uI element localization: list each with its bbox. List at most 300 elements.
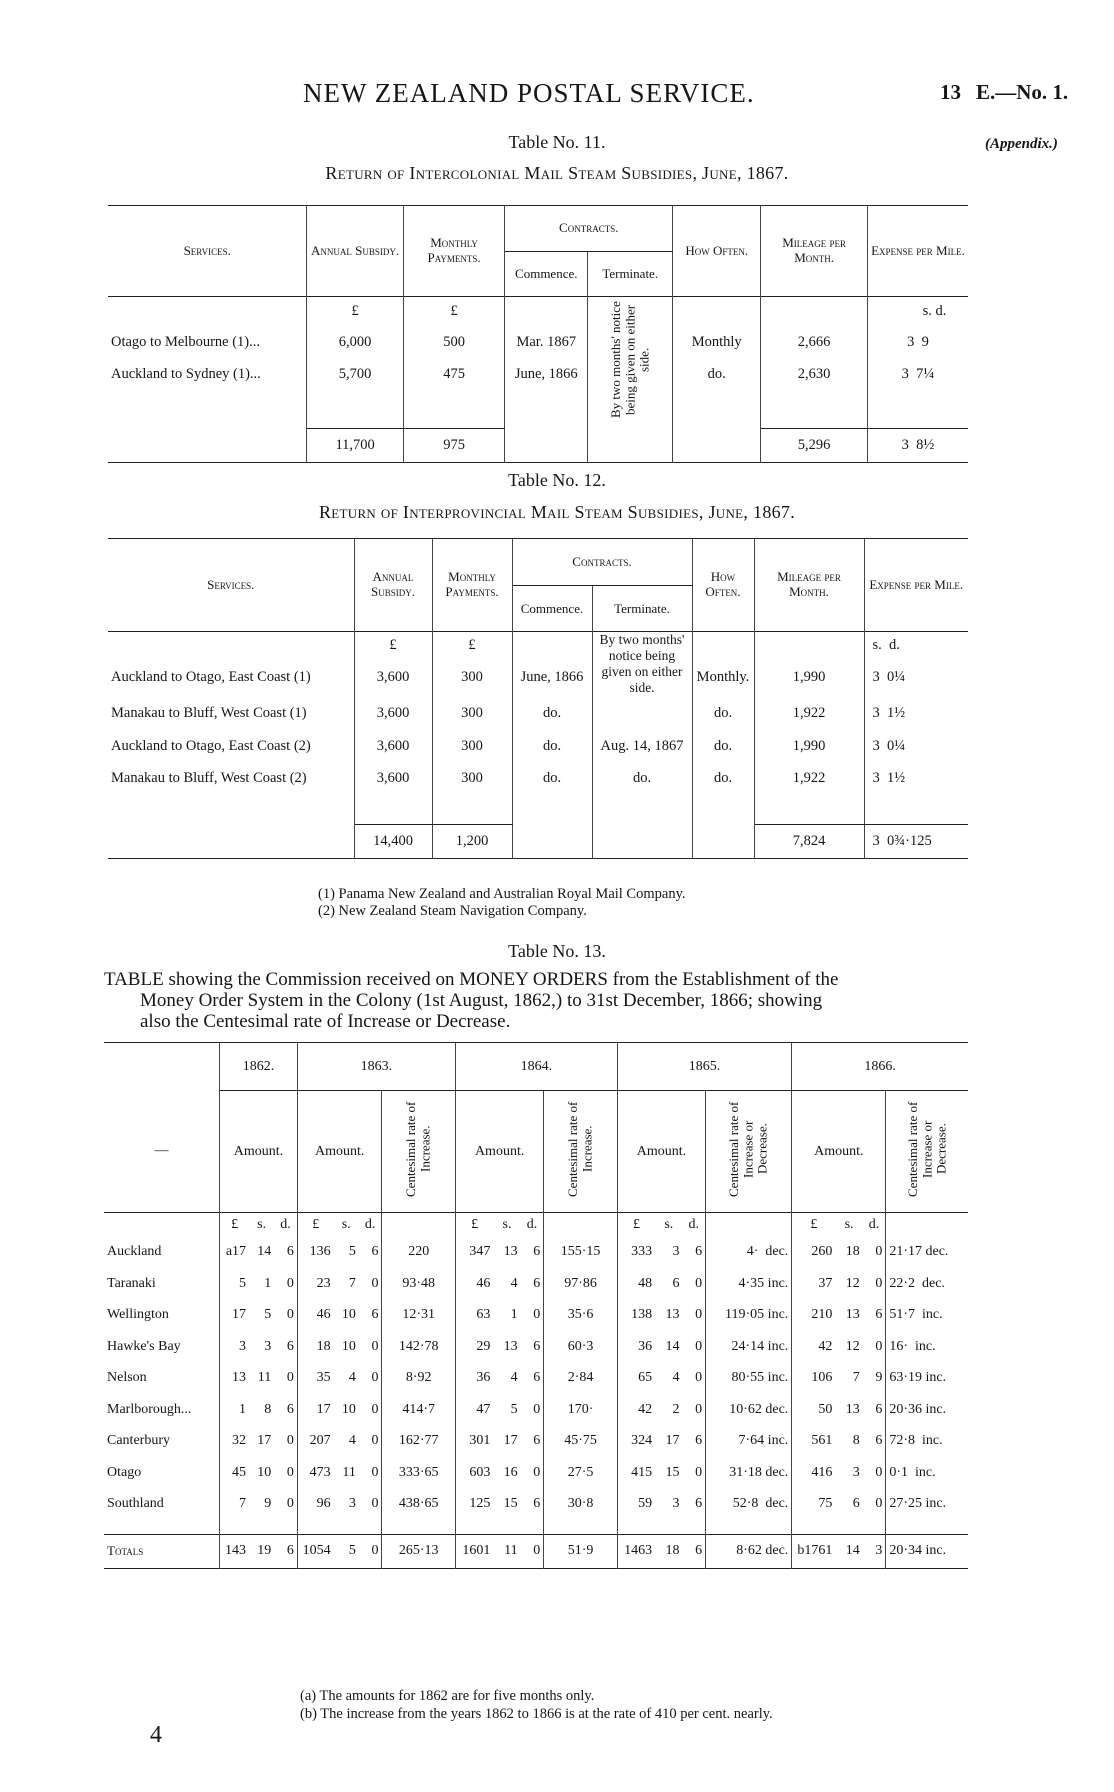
t13-cell: 473	[309, 1464, 331, 1480]
t13-cell: 19	[257, 1543, 272, 1558]
t13-cell: 0	[359, 1331, 382, 1363]
t12-total-monthly: 1,200	[432, 824, 512, 858]
t13-cell: 17	[665, 1433, 680, 1449]
t11-total-annual: 11,700	[307, 429, 403, 463]
t11-header-how-often: How Often.	[673, 206, 761, 297]
t13-cell: 10·62 dec.	[706, 1394, 792, 1426]
t13-cell: 106	[811, 1370, 833, 1386]
t13-cell: 17	[232, 1307, 247, 1323]
t13-cell: 0	[863, 1331, 886, 1363]
t13-cell: 27·5	[544, 1457, 618, 1489]
t13-cell: 6	[359, 1300, 382, 1332]
t13-cell: 18	[665, 1543, 680, 1558]
t13-lsd: s.	[664, 1216, 674, 1232]
t11-unit-pound: £	[307, 297, 403, 327]
t13-cell: 4	[348, 1370, 356, 1386]
t13-cell: 125	[469, 1496, 491, 1512]
t13-cell: 0·1 inc.	[889, 1464, 936, 1480]
t13-place: Marlborough...	[104, 1394, 220, 1426]
t13-cell: 0	[682, 1457, 705, 1489]
t13-cell: 6	[682, 1534, 705, 1568]
t13-cell: 0	[274, 1457, 297, 1489]
t13-cell: 97·86	[544, 1268, 618, 1300]
table11-title: Table No. 11.	[508, 132, 606, 152]
t13-cell: 3	[348, 1496, 356, 1512]
t13-cell: 27·25 inc.	[889, 1496, 947, 1512]
t11-often: Monthly	[673, 327, 761, 359]
t13-lsd: s.	[844, 1216, 854, 1232]
t13-lsd: s.	[502, 1216, 512, 1232]
t13-cell: 6	[274, 1394, 297, 1426]
t13-cell: 6	[521, 1237, 544, 1269]
t11-total-expense: 3 8½	[901, 437, 935, 453]
t12-service: Manakau to Bluff, West Coast (1)	[108, 696, 354, 730]
t11-unit-sd: s. d.	[922, 303, 947, 320]
t13-lsd: d.	[863, 1213, 886, 1237]
table13-desc-line: Money Order System in the Colony (1st August, 1862,) to 31st December, 1866; showing	[140, 990, 823, 1011]
table-row	[104, 1237, 968, 1269]
t13-cell: 0	[274, 1363, 297, 1395]
table-row	[108, 359, 968, 391]
t13-cell: 210	[811, 1307, 833, 1323]
t13-cell: 324	[631, 1433, 653, 1449]
t13-cell: 8·92	[382, 1363, 456, 1395]
document-reference: E.—No. 1.	[976, 80, 1069, 104]
t13-cell: 0	[274, 1489, 297, 1521]
table11	[108, 205, 968, 463]
t13-cell: 6	[852, 1496, 860, 1512]
t12-header-services: Services.	[108, 539, 354, 632]
t13-cell: 3	[264, 1338, 272, 1354]
t13-cell: b1761	[797, 1543, 833, 1558]
t13-lsd: £	[632, 1216, 640, 1232]
t13-cell: 0	[863, 1457, 886, 1489]
t11-service: Auckland to Sydney (1)...	[108, 359, 307, 391]
t13-cell: 5	[510, 1401, 518, 1417]
t13-lsd: d.	[359, 1213, 382, 1237]
t13-cell: 2·84	[544, 1363, 618, 1395]
t13-cell: 561	[811, 1433, 833, 1449]
t13-year-1865: 1865.	[617, 1043, 791, 1091]
t13-cell: 42	[818, 1338, 833, 1354]
t13-year-1862: 1862.	[220, 1043, 298, 1091]
table-row	[104, 1457, 968, 1489]
t13-cell: 0	[521, 1300, 544, 1332]
table11-totals-row	[108, 429, 968, 463]
t11-annual: 6,000	[307, 327, 403, 359]
page-footer-number: 4	[150, 1722, 162, 1748]
t12-monthly: 300	[432, 696, 512, 730]
t13-cell: 52·8 dec.	[706, 1489, 792, 1521]
t13-cell: 333·65	[382, 1457, 456, 1489]
t12-header-mileage: Mileage per Month.	[754, 539, 864, 632]
t13-cell: 4	[348, 1433, 356, 1449]
t11-total-mileage: 5,296	[761, 429, 868, 463]
t13-cell: 416	[811, 1464, 833, 1480]
t13-cell: 7	[239, 1496, 247, 1512]
t13-cell: 119·05 inc.	[706, 1300, 792, 1332]
t12-annual: 3,600	[354, 762, 432, 794]
t13-lsd: s.	[341, 1216, 351, 1232]
t11-expense: 3 9	[907, 334, 929, 350]
t11-header-contracts: Contracts.	[505, 206, 673, 252]
table11-caption: Return of Intercolonial Mail Steam Subsidies, June, 1867.	[325, 163, 789, 183]
t12-mileage: 1,922	[754, 696, 864, 730]
t13-cell: 0	[682, 1268, 705, 1300]
t13-cell: 5	[239, 1275, 247, 1291]
t13-place: Taranaki	[104, 1268, 220, 1300]
t13-cell: 438·65	[382, 1489, 456, 1521]
t11-expense: 3 7¼	[901, 366, 935, 382]
t13-cell: 0	[359, 1489, 382, 1521]
t13-cell: 6	[863, 1300, 886, 1332]
t13-lsd: d.	[274, 1213, 297, 1237]
appendix-label: (Appendix.)	[985, 136, 1058, 152]
t13-cell: 8	[264, 1401, 272, 1417]
t13-cell: 4	[510, 1370, 518, 1386]
t12-total-annual: 14,400	[354, 824, 432, 858]
t13-cell: 24·14 inc.	[706, 1331, 792, 1363]
t13-place: Hawke's Bay	[104, 1331, 220, 1363]
t11-header-monthly: Monthly Payments.	[403, 206, 505, 297]
t13-cell: 260	[811, 1244, 833, 1260]
t13-cell: 6	[672, 1275, 680, 1291]
t13-cell: 136	[309, 1244, 331, 1260]
t13-cell: 0	[274, 1268, 297, 1300]
t13-cell: 6	[359, 1237, 382, 1269]
t13-cell: 0	[274, 1426, 297, 1458]
t13-cell: 8·62 dec.	[706, 1534, 792, 1568]
t13-cell: 0	[521, 1457, 544, 1489]
t13-cell: 6	[521, 1268, 544, 1300]
t12-often: Monthly.	[692, 659, 754, 696]
t13-cell: 5	[264, 1307, 272, 1323]
t13-cell: 30·8	[544, 1489, 618, 1521]
t12-service: Manakau to Bluff, West Coast (2)	[108, 762, 354, 794]
t11-unit-pound2: £	[403, 297, 505, 327]
t13-place: Otago	[104, 1457, 220, 1489]
t13-cell: 16· inc.	[889, 1338, 936, 1354]
table-row	[104, 1426, 968, 1458]
t13-lsd: d.	[521, 1213, 544, 1237]
t13-cell: 6	[863, 1394, 886, 1426]
t12-header-annual: Annual Subsidy.	[354, 539, 432, 632]
t12-service: Auckland to Otago, East Coast (1)	[108, 659, 354, 696]
t12-often: do.	[692, 730, 754, 762]
t13-cell: 0	[359, 1394, 382, 1426]
t13-cell: 155·15	[544, 1237, 618, 1269]
t12-expense: 3 1½	[872, 704, 906, 721]
t13-cell: 7·64 inc.	[706, 1426, 792, 1458]
t13-cell: 0	[359, 1426, 382, 1458]
t12-total-mileage: 7,824	[754, 824, 864, 858]
t13-cell: 6	[521, 1426, 544, 1458]
t13-lsd: s.	[257, 1216, 267, 1232]
t13-cell: 1054	[302, 1543, 331, 1558]
t13-place: Nelson	[104, 1363, 220, 1395]
t13-cell: 0	[863, 1237, 886, 1269]
page-title: NEW ZEALAND POSTAL SERVICE.	[303, 78, 755, 108]
t13-cell: 7	[348, 1275, 356, 1291]
t13-cell: 63	[476, 1307, 491, 1323]
t12-annual: 3,600	[354, 696, 432, 730]
t13-cell: 20·34 inc.	[889, 1543, 947, 1558]
t12-terminate: do.	[592, 762, 692, 794]
t11-annual: 5,700	[307, 359, 403, 391]
t12-header-monthly: Monthly Payments.	[432, 539, 512, 632]
t11-service: Otago to Melbourne (1)...	[108, 327, 307, 359]
t13-cell: 220	[382, 1237, 456, 1269]
t13-cell: 12·31	[382, 1300, 456, 1332]
t13-cell: 0	[359, 1457, 382, 1489]
table12-title: Table No. 12.	[508, 470, 606, 490]
table12	[108, 538, 968, 859]
t13-place: Southland	[104, 1489, 220, 1521]
t13-cell: 23	[316, 1275, 331, 1291]
t13-cell: 45	[232, 1464, 247, 1480]
t13-cell: 6	[274, 1534, 297, 1568]
t13-cell: 18	[316, 1338, 331, 1354]
t12-commence: do.	[512, 730, 592, 762]
t13-cell: 13	[845, 1401, 860, 1417]
t13-cell: 15	[503, 1496, 518, 1512]
t13-cell: 0	[863, 1268, 886, 1300]
t13-cell: 0	[682, 1300, 705, 1332]
t12-unit-pound2: £	[432, 632, 512, 660]
table-row	[104, 1489, 968, 1521]
t12-total-expense: 3 0¾·125	[872, 832, 932, 849]
t13-cell: 47	[476, 1401, 491, 1417]
t13-cell: 6	[521, 1331, 544, 1363]
t13-cell: 0	[359, 1363, 382, 1395]
t13-cell: 0	[521, 1394, 544, 1426]
t13-cell: 11	[504, 1543, 518, 1558]
t12-commence: June, 1866	[512, 659, 592, 696]
t13-cell: 96	[316, 1496, 331, 1512]
t13-cell: 36	[476, 1370, 491, 1386]
table-row	[108, 730, 968, 762]
t13-lsd: £	[312, 1216, 320, 1232]
t12-monthly: 300	[432, 762, 512, 794]
t13-cell: 13	[503, 1338, 518, 1354]
t13-cell: 265·13	[382, 1534, 456, 1568]
t11-header-services: Services.	[108, 206, 307, 297]
t13-lsd: d.	[682, 1213, 705, 1237]
t13-cell: 4	[672, 1370, 680, 1386]
t11-mileage: 2,630	[761, 359, 868, 391]
t13-cell: 3	[672, 1244, 680, 1260]
t13-cent-increase-1864: Centesimal rate of Increase.	[544, 1091, 618, 1213]
t12-annual: 3,600	[354, 730, 432, 762]
t13-cell: 80·55 inc.	[706, 1363, 792, 1395]
t12-commence: do.	[512, 696, 592, 730]
t13-cell: 6	[274, 1237, 297, 1269]
t13-cell: 143	[225, 1543, 247, 1558]
t13-cell: 207	[309, 1433, 331, 1449]
t12-unit-pound: £	[354, 632, 432, 660]
t13-cell: 31·18 dec.	[706, 1457, 792, 1489]
t11-header-terminate: Terminate.	[588, 252, 673, 297]
t13-cell: 142·78	[382, 1331, 456, 1363]
t11-mileage: 2,666	[761, 327, 868, 359]
t13-cell: 37	[818, 1275, 833, 1291]
t11-header-annual: Annual Subsidy.	[307, 206, 403, 297]
t12-header-expense: Expense per Mile.	[869, 576, 964, 592]
t13-cell: 16	[503, 1464, 518, 1480]
t13-cell: 93·48	[382, 1268, 456, 1300]
t13-cell: 20·36 inc.	[889, 1401, 947, 1417]
t13-cell: 333	[631, 1244, 653, 1260]
t13-cell: 48	[638, 1275, 653, 1291]
t13-cell: 603	[469, 1464, 491, 1480]
t13-cell: 75	[818, 1496, 833, 1512]
t13-cent-increase-1863: Centesimal rate of Increase.	[382, 1091, 456, 1213]
t12-expense: 3 0¼	[872, 669, 906, 686]
t13-cell: 65	[638, 1370, 653, 1386]
t12-monthly: 300	[432, 659, 512, 696]
t13-cell: 18	[845, 1244, 860, 1260]
t13-cell: 5	[348, 1543, 356, 1558]
t13-cell: 414·7	[382, 1394, 456, 1426]
t12-expense: 3 0¼	[872, 737, 906, 754]
t13-cell: 36	[638, 1338, 653, 1354]
t13-footnote-a: (a) The amounts for 1862 are for five months only.	[300, 1688, 595, 1704]
t13-cell: 415	[631, 1464, 653, 1480]
table-row	[104, 1268, 968, 1300]
t13-cell: 6	[521, 1489, 544, 1521]
t13-cell: 60·3	[544, 1331, 618, 1363]
t11-header-mileage: Mileage per Month.	[761, 206, 868, 297]
t13-cell: 1	[510, 1307, 518, 1323]
t13-cell: 14	[257, 1244, 272, 1260]
t12-footnote-2: (2) New Zealand Steam Navigation Company.	[318, 903, 587, 919]
t12-often: do.	[692, 696, 754, 730]
table-row	[108, 762, 968, 794]
t13-cell: 7	[852, 1370, 860, 1386]
t13-cell: 59	[638, 1496, 653, 1512]
t13-cell: 11	[342, 1464, 356, 1480]
t12-mileage: 1,922	[754, 762, 864, 794]
t13-cell: 1	[264, 1275, 272, 1291]
t13-cell: 21·17 dec.	[889, 1244, 949, 1260]
t13-amount-label: Amount.	[792, 1091, 886, 1213]
t11-commence: June, 1866	[505, 359, 588, 391]
t13-cell: 63·19 inc.	[889, 1370, 947, 1386]
t13-lsd: £	[231, 1216, 239, 1232]
t13-cell: 347	[469, 1244, 491, 1260]
t13-totals-row	[104, 1534, 968, 1568]
table-row	[104, 1363, 968, 1395]
t13-cell: 4· dec.	[706, 1237, 792, 1269]
t13-cell: a17	[225, 1244, 247, 1260]
t12-mileage: 1,990	[754, 659, 864, 696]
t13-dash: —	[104, 1091, 220, 1213]
t13-cell: 170·	[544, 1394, 618, 1426]
table-row	[104, 1300, 968, 1332]
t11-commence: Mar. 1867	[505, 327, 588, 359]
t13-cell: 6	[682, 1489, 705, 1521]
t13-cell: 0	[863, 1489, 886, 1521]
t13-cell: 22·2 dec.	[889, 1275, 945, 1291]
t13-cell: 13	[232, 1370, 247, 1386]
t12-monthly: 300	[432, 730, 512, 762]
t13-lsd: £	[471, 1216, 479, 1232]
t13-cell: 3	[239, 1338, 247, 1354]
t13-cell: 35	[316, 1370, 331, 1386]
t13-cell: 0	[359, 1534, 382, 1568]
t12-terminate	[592, 696, 692, 730]
t12-commence: do.	[512, 762, 592, 794]
t13-cell: 17	[503, 1433, 518, 1449]
table13-desc-line: TABLE showing the Commission received on MONEY ORDERS from the Establishment of the	[104, 969, 839, 990]
t13-cell: 2	[672, 1401, 680, 1417]
t11-monthly: 475	[403, 359, 505, 391]
t13-cell: 5	[348, 1244, 356, 1260]
t12-expense: 3 1½	[872, 769, 906, 786]
t11-header-expense: Expense per Mile.	[871, 242, 965, 258]
t13-cell: 10	[341, 1401, 356, 1417]
t13-cell: 4	[510, 1275, 518, 1291]
t13-cell: 14	[665, 1338, 680, 1354]
t13-cell: 0	[521, 1534, 544, 1568]
table-row	[108, 696, 968, 730]
t11-total-monthly: 975	[403, 429, 505, 463]
t13-cell: 0	[274, 1300, 297, 1332]
t13-cell: 10	[257, 1464, 272, 1480]
table-row	[104, 1331, 968, 1363]
t11-often: do.	[673, 359, 761, 391]
t12-terminate: Aug. 14, 1867	[592, 730, 692, 762]
t13-cell: 1463	[624, 1543, 653, 1558]
t13-cell: 17	[257, 1433, 272, 1449]
t13-cell: 32	[232, 1433, 247, 1449]
page-number: 13	[940, 80, 961, 104]
t13-cell: 51·7 inc.	[889, 1307, 943, 1323]
t13-amount-label: Amount.	[220, 1091, 298, 1213]
t13-amount-label: Amount.	[617, 1091, 705, 1213]
t12-terminate: By two months' notice being given on either side.	[592, 632, 692, 697]
table13-desc-line: also the Centesimal rate of Increase or Decrease.	[140, 1011, 511, 1032]
t13-place: Canterbury	[104, 1426, 220, 1458]
t13-cent-incdec-1865: Centesimal rate of Increase or Decrease.	[706, 1091, 792, 1213]
t13-cell: 17	[316, 1401, 331, 1417]
t13-amount-label: Amount.	[456, 1091, 544, 1213]
t13-cell: 3	[672, 1496, 680, 1512]
t13-cell: 0	[682, 1331, 705, 1363]
t12-header-how-often: How Often.	[692, 539, 754, 632]
t12-header-commence: Commence.	[512, 586, 592, 632]
t13-cell: 1	[239, 1401, 247, 1417]
t13-cell: 50	[818, 1401, 833, 1417]
t13-cell: 6	[274, 1331, 297, 1363]
t13-cell: 12	[845, 1338, 860, 1354]
t13-cell: 301	[469, 1433, 491, 1449]
t13-cell: 72·8 inc.	[889, 1433, 943, 1449]
t13-cell: 13	[665, 1307, 680, 1323]
t13-cell: 51·9	[544, 1534, 618, 1568]
t11-monthly: 500	[403, 327, 505, 359]
t13-year-1866: 1866.	[792, 1043, 968, 1091]
t13-cell: 8	[852, 1433, 860, 1449]
table-row	[108, 327, 968, 359]
t13-cent-incdec-1866: Centesimal rate of Increase or Decrease.	[904, 1101, 949, 1197]
t13-cell: 0	[682, 1394, 705, 1426]
t13-cell: 10	[341, 1307, 356, 1323]
t13-cell: 138	[631, 1307, 653, 1323]
t13-cell: 3	[852, 1464, 860, 1480]
t13-cell: 10	[341, 1338, 356, 1354]
t13-cell: 4·35 inc.	[706, 1268, 792, 1300]
